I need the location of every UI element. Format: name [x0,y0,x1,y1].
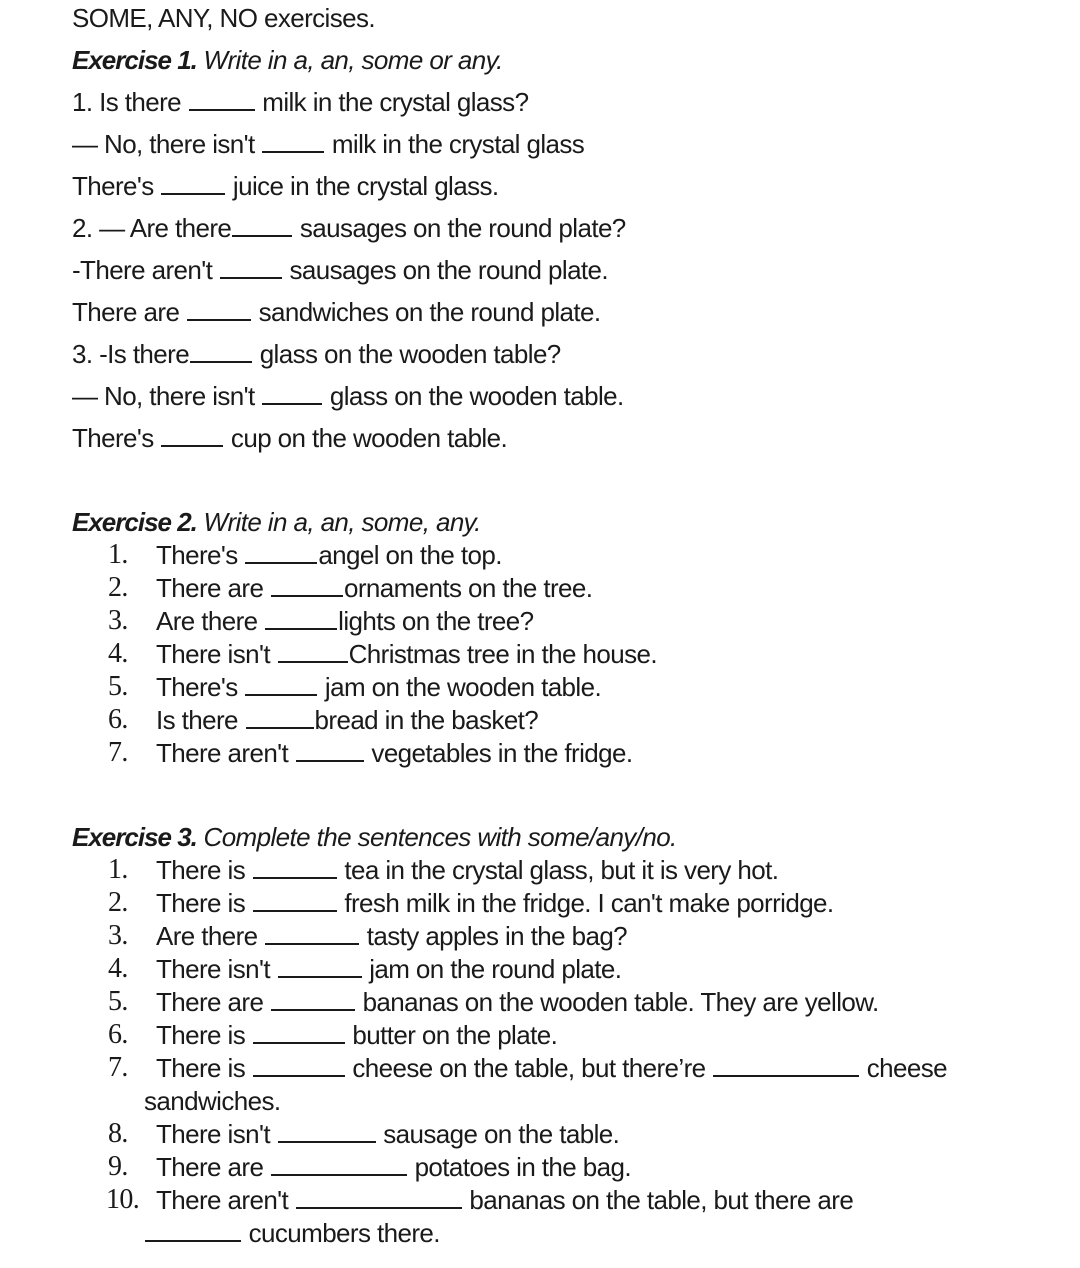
line-text: There's [72,171,161,201]
answer-blank [253,855,337,879]
item-number: 2. [108,887,128,918]
item-text: There's [156,672,245,702]
answer-blank [296,1185,462,1209]
exercise2-heading-label: Exercise 2. [72,507,197,537]
exercise1-line [72,212,626,244]
item-text: There isn't [156,954,277,984]
line-text: There are [72,297,186,327]
item-text: ornaments on the tree. [343,573,593,603]
answer-blank [265,606,337,630]
line-text: glass on the wooden table? [253,339,561,369]
item-text: cheese on the table, but there’re [345,1053,713,1083]
answer-blank [278,639,348,663]
item-number: 10. [106,1184,140,1215]
answer-blank [271,987,355,1011]
answer-blank [253,888,337,912]
exercise1-line [72,128,584,160]
line-text: cup on the wooden table. [224,423,508,453]
item-text: tea in the crystal glass, but it is very hot. [337,855,779,885]
answer-blank [232,213,292,237]
item-text: jam on the wooden table. [318,672,602,702]
item-text: bread in the basket? [314,705,539,735]
item-number: 7. [108,1052,128,1083]
line-text: juice in the crystal glass. [226,171,499,201]
line-text: sausages on the round plate. [282,255,609,285]
item-text: There aren't [156,738,295,768]
item-text: vegetables in the fridge. [364,738,633,768]
answer-blank [271,1152,407,1176]
exercise3-heading-instruction: Complete the sentences with some/any/no. [196,822,677,852]
item-text: Are there [156,921,265,951]
exercise3-heading [72,821,677,853]
exercise3-heading-label: Exercise 3. [72,822,197,852]
exercise1-line [72,296,601,328]
item-number: 1. [108,539,128,570]
answer-blank [245,672,317,696]
item-text: lights on the tree? [338,606,534,636]
item-number: 9. [108,1151,128,1182]
item-number: 7. [108,737,128,768]
item-text: tasty apples in the bag? [360,921,628,951]
item-text: angel on the top. [318,540,502,570]
exercise1-line [72,170,499,202]
exercise1-line [72,422,507,454]
item-continuation: sandwiches. [144,1086,281,1116]
item-text: sausage on the table. [376,1119,620,1149]
answer-blank [161,171,225,195]
answer-blank [262,381,322,405]
exercise2-heading-instruction: Write in a, an, some, any. [196,507,481,537]
answer-blank [271,573,343,597]
answer-blank [262,129,324,153]
line-text: — No, there isn't [72,381,262,411]
answer-blank [278,954,362,978]
exercise1-line [72,86,528,118]
item-text: butter on the plate. [345,1020,558,1050]
item-text: Christmas tree in the house. [348,639,657,669]
item-text: There isn't [156,1119,277,1149]
exercise1-line [72,254,608,286]
item-text: bananas on the wooden table. They are yellow. [355,987,879,1017]
item-continuation [144,1217,440,1249]
item-number: 4. [108,953,128,984]
item-number: 1. [108,854,128,885]
item-number: 6. [108,704,128,735]
item-text: There's [156,540,245,570]
item-number: 2. [108,572,128,603]
answer-blank [265,921,359,945]
answer-blank [145,1218,241,1242]
line-text: 1. Is there [72,87,188,117]
line-text: There's [72,423,161,453]
line-text: -There aren't [72,255,219,285]
answer-blank [296,738,364,762]
line-text: milk in the crystal glass [325,129,585,159]
item-text: There is [156,1020,252,1050]
exercise2-heading [72,506,481,538]
answer-blank [253,1020,345,1044]
answer-blank [713,1053,859,1077]
exercise1-line [72,380,624,412]
item-text: Are there [156,606,265,636]
exercise1-heading-instruction: Write in a, an, some or any. [196,45,503,75]
item-text: There are [156,987,270,1017]
exercise1-heading-label: Exercise 1. [72,45,197,75]
item-number: 3. [108,605,128,636]
item-number: 6. [108,1019,128,1050]
line-text: sausages on the round plate? [293,213,626,243]
item-text: cucumbers there. [242,1218,440,1248]
answer-blank [161,423,223,447]
line-text: 3. -Is there [72,339,190,369]
exercise1-line [72,338,561,370]
item-number: 3. [108,920,128,951]
answer-blank [190,339,252,363]
item-number: 5. [108,986,128,1017]
answer-blank [253,1053,345,1077]
line-text: sandwiches on the round plate. [251,297,601,327]
answer-blank [278,1119,376,1143]
item-text: Is there [156,705,245,735]
exercise1-heading [72,44,503,76]
item-text: There aren't [156,1185,295,1215]
line-text: glass on the wooden table. [323,381,624,411]
item-text: There is [156,888,252,918]
line-text: milk in the crystal glass? [255,87,529,117]
item-number: 4. [108,638,128,669]
answer-blank [187,297,251,321]
item-text: There are [156,1152,270,1182]
answer-blank [245,540,317,564]
item-text: There is [156,855,252,885]
item-text: There isn't [156,639,277,669]
item-text: potatoes in the bag. [407,1152,631,1182]
item-text: fresh milk in the fridge. I can't make porridge. [337,888,834,918]
line-text: 2. — Are there [72,213,232,243]
page-title: SOME, ANY, NO exercises. [72,3,375,33]
item-text: cheese [860,1053,947,1083]
answer-blank [189,87,255,111]
answer-blank [220,255,282,279]
item-text: There is [156,1053,252,1083]
item-number: 8. [108,1118,128,1149]
item-text: jam on the round plate. [362,954,622,984]
answer-blank [246,705,314,729]
item-number: 5. [108,671,128,702]
line-text: — No, there isn't [72,129,262,159]
item-text: There are [156,573,270,603]
item-text: bananas on the table, but there are [462,1185,854,1215]
